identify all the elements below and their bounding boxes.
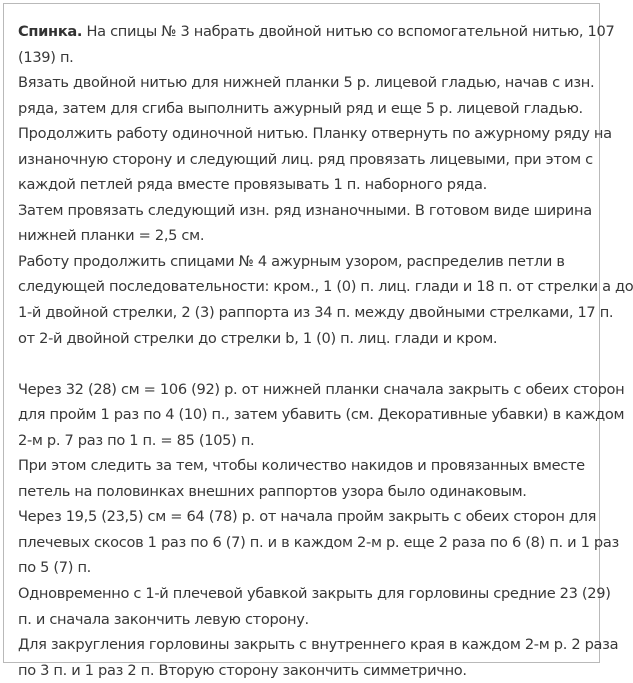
text-line: от 2-й двойной стрелки до стрелки b, 1 (0) п. лиц. глади и кром. [18,329,498,347]
text-line: для пройм 1 раз по 4 (10) п., затем убавить (см. Декоративные убавки) в каждом [18,406,625,424]
text-line-content: На спицы № 3 набрать двойной нитью со вспомогательной нитью, 107 [82,23,615,40]
text-line: каждой петлей ряда вместе провязывать 1 п. наборного ряда. [18,176,487,194]
document-text [18,19,633,683]
text-line: п. и сначала закончить левую сторону. [18,610,309,628]
text-line: 2-м р. 7 раз по 1 п. = 85 (105) п. [18,431,255,449]
text-line: плечевых скосов 1 раз по 6 (7) п. и в каждом 2-м р. еще 2 раза по 6 (8) п. и 1 раз [18,533,619,551]
text-line: нижней планки = 2,5 см. [18,227,205,245]
text-line: Через 19,5 (23,5) см = 64 (78) р. от начала пройм закрыть с обеих сторон для [18,508,597,526]
text-line: Через 32 (28) см = 106 (92) р. от нижней планки сначала закрыть с обеих сторон [18,380,625,398]
text-line [18,19,615,45]
text-line: Продолжить работу одиночной нитью. Планку отвернуть по ажурному ряду на [18,125,612,143]
section-title: Спинка. [18,23,83,40]
text-line: (139) п. [18,48,74,66]
text-line: ряда, затем для сгиба выполнить ажурный ряд и еще 5 р. лицевой гладью. [18,99,583,117]
text-line: При этом следить за тем, чтобы количество накидов и провязанных вместе [18,457,585,475]
text-line: Вязать двойной нитью для нижней планки 5 р. лицевой гладью, начав с изн. [18,74,595,92]
text-line: по 5 (7) п. [18,559,92,577]
document-frame [3,3,633,679]
text-line: Работу продолжить спицами № 4 ажурным узором, распределив петли в [18,252,565,270]
text-line: Одновременно с 1-й плечевой убавкой закрыть для горловины средние 23 (29) [18,585,611,603]
text-line: петель на половинках внешних раппортов узора было одинаковым. [18,482,527,500]
text-line: Для закругления горловины закрыть с внутреннего края в каждом 2-м р. 2 раза [18,636,619,654]
paragraph-gap [18,351,593,377]
text-line: Затем провязать следующий изн. ряд изнаночными. В готовом виде ширина [18,201,592,219]
text-line: изнаночную сторону и следующий лиц. ряд провязать лицевыми, при этом с [18,150,593,168]
text-line: 1-й двойной стрелки, 2 (3) раппорта из 34 п. между двойными стрелками, 17 п. [18,304,614,322]
text-line: по 3 п. и 1 раз 2 п. Вторую сторону закончить симметрично. [18,661,467,679]
text-line: следующей последовательности: кром., 1 (0) п. лиц. глади и 18 п. от стрелки а до [18,278,633,296]
